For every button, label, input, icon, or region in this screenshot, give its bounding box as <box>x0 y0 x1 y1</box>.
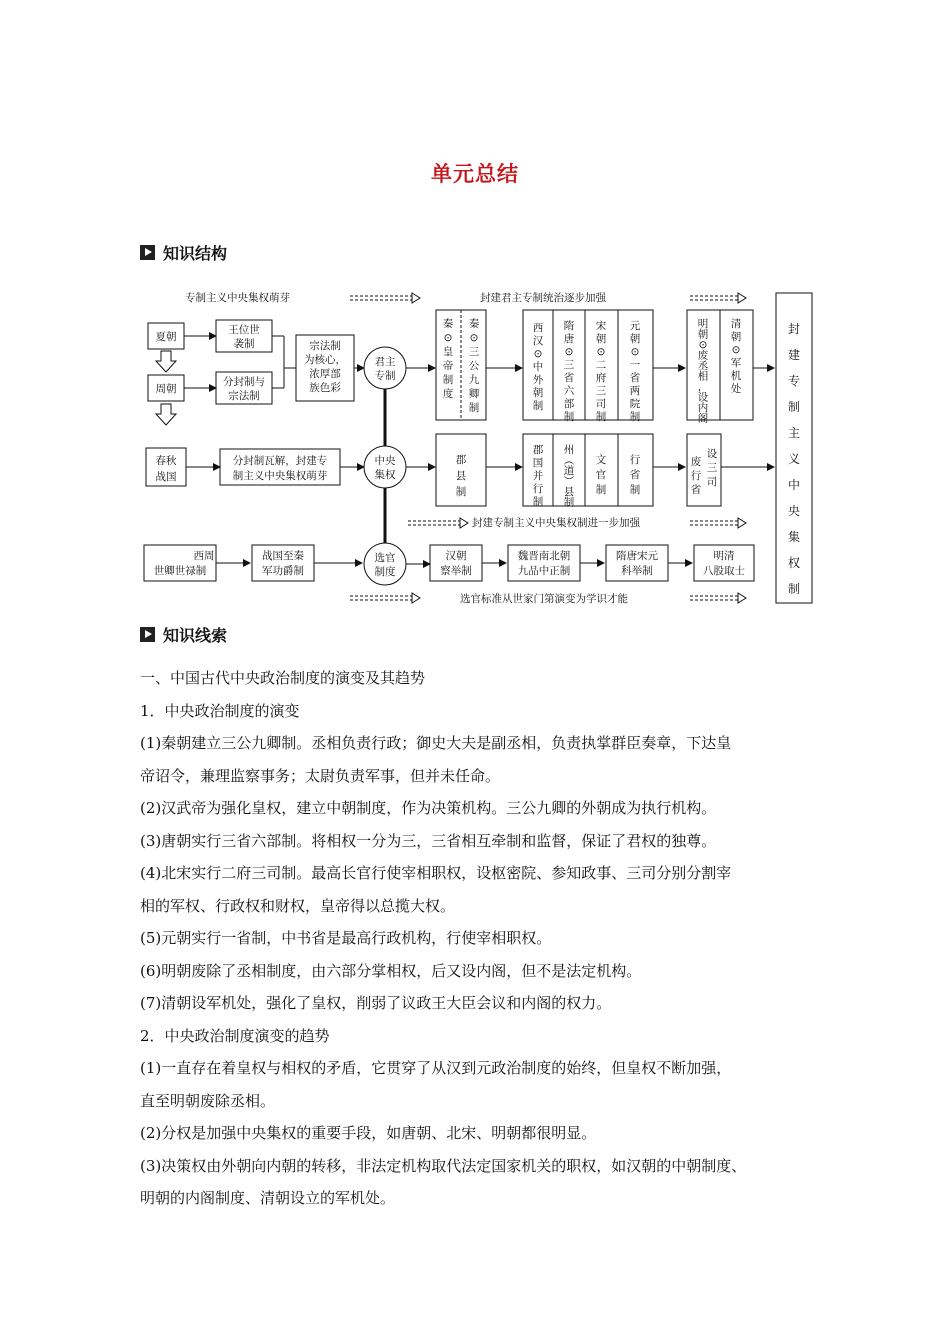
right-col-char: 制 <box>787 582 801 596</box>
text-line: (1)秦朝建立三公九卿制。丞相负责行政；御史大夫是副丞相，负责执掌群臣奏章，下达皇 <box>140 734 732 752</box>
qingchao-char: 军 <box>730 357 742 369</box>
yuanchao-char: 院 <box>629 398 641 410</box>
fenfeng-2: 宗法制 <box>228 390 260 402</box>
xizhou-2: 世卿世禄制 <box>153 565 207 577</box>
text-line: (6)明朝废除了丞相制度，由六部分掌相权，后又设内阁，但不是法定机构。 <box>140 961 642 980</box>
text-line: 1．中央政治制度的演变 <box>140 701 300 720</box>
suitang-char: 唐 <box>563 333 575 345</box>
section-heading-structure <box>140 241 227 263</box>
wangwei-1: 王位世 <box>228 324 260 336</box>
qingchao-char: 机 <box>730 370 742 382</box>
songchao-char: 宋 <box>595 320 607 332</box>
junxian-char: 郡 <box>455 454 467 466</box>
dashed-arrow <box>350 293 420 303</box>
qingchao-char: ⊙ <box>731 344 741 356</box>
fenfeng-1: 分封制与 <box>223 376 265 388</box>
play-triangle-icon <box>140 627 155 642</box>
qingchao-char: 朝 <box>730 331 742 343</box>
qin1-char: 帝 <box>442 360 454 372</box>
qin2-char: 公 <box>468 360 480 372</box>
yuanchao-char: 省 <box>629 372 641 384</box>
qin2-char: 九 <box>468 374 480 386</box>
wangwei-2: 袭制 <box>233 338 255 350</box>
text-line: (7)清朝设军机处，强化了皇权，削弱了议政王大臣会议和内阁的权力。 <box>140 994 612 1012</box>
zhouxian-char: ︵ <box>563 454 575 467</box>
songchao-char: 制 <box>595 411 607 423</box>
qin1-char: 秦 <box>442 318 454 330</box>
zhanguo-2: 军功爵制 <box>262 565 304 577</box>
songchao-char: 三 <box>595 385 607 397</box>
right-col-char: 集 <box>787 530 801 544</box>
mingchao-char: ⊙ <box>698 339 708 351</box>
jungguo-char: 并 <box>532 470 544 482</box>
circle-xuanguan-2: 制度 <box>374 566 396 578</box>
xingsheng-char: 制 <box>629 484 641 496</box>
she-sansi-char: 司 <box>706 476 718 488</box>
text-line: (2)分权是加强中央集权的重要手段，如唐朝、北宋、明朝都很明显。 <box>140 1124 597 1142</box>
suitang-char: 隋 <box>563 320 575 332</box>
zhouxian-char: 道 <box>563 465 575 477</box>
right-col-char: 制 <box>787 400 801 414</box>
suitang-char: 六 <box>563 385 575 397</box>
qin1-char: ⊙ <box>443 332 453 344</box>
xihan-char: 中 <box>532 361 544 373</box>
page-title: 单元总结 <box>431 162 519 186</box>
qin2-char: 秦 <box>468 318 480 330</box>
qin1-char: 度 <box>442 388 454 400</box>
zhouxian-char: 制 <box>563 496 575 509</box>
zhouxian-char: 州 <box>563 444 575 456</box>
mid-label: 封建专制主义中央集权制进一步加强 <box>472 517 640 529</box>
jungguo-char: 郡 <box>532 444 544 456</box>
text-line: (5)元朝实行一省制，中书省是最高行政机构，行使宰相职权。 <box>140 929 552 947</box>
suitangsong-1: 隋唐宋元 <box>616 550 658 562</box>
fei-xingsheng-char: 行 <box>690 470 702 482</box>
wenguan-char: 官 <box>595 469 607 481</box>
xihan-char: 西 <box>532 322 544 334</box>
fei-xingsheng-char: 废 <box>690 456 702 468</box>
jungguo-char: 制 <box>532 496 544 508</box>
qin2-char: ⊙ <box>469 332 479 344</box>
xingsheng-char: 省 <box>629 469 641 481</box>
qingchao-char: 清 <box>730 318 742 330</box>
zhou-label: 周朝 <box>155 383 177 395</box>
qin1-char: 皇 <box>442 346 454 358</box>
text-line: (4)北宋实行二府三司制。最高长官行使宰相职权，设枢密院、参知政事、三司分别分割宰 <box>140 864 732 882</box>
qin1-char: 制 <box>442 374 454 386</box>
wajie-2: 制主义中央集权萌芽 <box>232 470 328 482</box>
songchao-char: 司 <box>595 398 607 410</box>
text-line: (2)汉武帝为强化皇权，建立中朝制度，作为决策机构。三公九卿的外朝成为执行机构。 <box>140 799 717 817</box>
suitang-char: 制 <box>563 411 575 423</box>
chunqiu-label-2: 战国 <box>155 471 177 483</box>
she-sansi-char: 三 <box>706 462 718 474</box>
dashed-arrow <box>408 518 468 528</box>
yuanchao-char: 元 <box>629 320 641 332</box>
yuanchao-char: 两 <box>629 385 641 397</box>
right-col-char: 央 <box>787 504 801 518</box>
circle-xuanguan-1: 选官 <box>374 552 396 564</box>
zongfa-1: 宗法制 <box>309 340 341 352</box>
weijin-2: 九品中正制 <box>517 565 571 577</box>
text-line: (3)唐朝实行三省六部制。将相权一分为三，三省相互牵制和监督，保证了君权的独尊。 <box>140 831 717 850</box>
right-col-char: 主 <box>787 426 801 440</box>
qin2-char: 三 <box>468 346 480 358</box>
text-line: 明朝的内阁制度、清朝设立的军机处。 <box>140 1189 396 1207</box>
songchao-char: 朝 <box>595 333 607 345</box>
circle-junzhu-2: 专制 <box>374 370 396 382</box>
section-label: 知识结构 <box>163 243 228 263</box>
xihan-char: ⊙ <box>533 348 543 360</box>
text-line: 相的军权、行政权和财权，皇帝得以总揽大权。 <box>140 896 456 915</box>
zhouxian-char: ︶ <box>563 475 575 488</box>
mingchao-char: 朝 <box>697 328 709 341</box>
songchao-char: 府 <box>595 372 607 384</box>
suitang-char: 省 <box>563 372 575 384</box>
top-label-middle: 封建君主专制统治逐步加强 <box>480 292 606 304</box>
xia-label: 夏朝 <box>155 331 177 343</box>
knowledge-clues-text <box>140 662 830 1215</box>
chunqiu-label-1: 春秋 <box>155 455 177 467</box>
right-col-char: 中 <box>787 478 801 492</box>
qingchao-char: 处 <box>730 383 742 395</box>
she-sansi-char: 设 <box>706 448 718 460</box>
section-label: 知识线索 <box>163 625 228 645</box>
wenguan-char: 文 <box>595 454 607 466</box>
bottom-label: 选官标准从世家门第演变为学识才能 <box>460 593 628 605</box>
yuanchao-char: 一 <box>629 359 641 371</box>
circle-junzhu-1: 君主 <box>374 356 396 368</box>
text-line: (3)决策权由外朝向内朝的转移，非法定机构取代法定国家机关的职权，如汉朝的中朝制度、 <box>140 1156 747 1175</box>
mingqing-1: 明清 <box>713 550 735 562</box>
dashed-arrow <box>690 293 746 303</box>
top-label-left: 专制主义中央集权萌芽 <box>185 292 290 304</box>
mingchao-char: 废 <box>697 349 709 362</box>
songchao-char: ⊙ <box>596 346 606 358</box>
hanchao-1: 汉朝 <box>445 550 467 562</box>
section-heading-clues <box>140 623 227 645</box>
songchao-char: 二 <box>595 359 607 371</box>
suitangsong-2: 科举制 <box>621 565 653 577</box>
text-line: 帝诏令，兼理监察事务；太尉负责军事，但并未任命。 <box>140 766 501 785</box>
wajie-1: 分封制瓦解，封建专 <box>232 455 328 467</box>
zhouxian-char: 县 <box>563 486 575 498</box>
junxian-char: 县 <box>455 470 467 482</box>
text-line: (1)一直存在着皇权与相权的矛盾，它贯穿了从汉到元政治制度的始终，但皇权不断加强， <box>140 1059 732 1077</box>
zongfa-2: 为核心， <box>304 354 346 366</box>
right-col-char: 权 <box>787 556 801 570</box>
wenguan-char: 制 <box>595 484 607 496</box>
mingchao-char: 内 <box>697 402 709 414</box>
yuanchao-char: 朝 <box>629 333 641 345</box>
qin2-char: 制 <box>468 402 480 414</box>
yuanchao-char: ⊙ <box>630 346 640 358</box>
text-line: 2．中央政治制度演变的趋势 <box>140 1026 330 1045</box>
mingchao-char: 相 <box>697 370 709 383</box>
mingchao-char: 丞 <box>697 360 709 372</box>
suitang-char: 三 <box>563 359 575 371</box>
zhanguo-1: 战国至秦 <box>262 550 304 562</box>
xizhou-1: 西周 <box>193 550 215 562</box>
right-col-char: 义 <box>787 452 801 466</box>
yuanchao-char: 制 <box>629 411 641 423</box>
mingqing-2: 八股取士 <box>703 565 745 577</box>
xihan-char: 汉 <box>532 335 544 347</box>
hanchao-2: 察举制 <box>440 565 472 577</box>
right-col-char: 专 <box>787 374 801 388</box>
xingsheng-char: 行 <box>629 454 641 466</box>
circle-zhongyang-2: 集权 <box>374 469 396 481</box>
dashed-arrow <box>690 518 746 528</box>
zongfa-4: 族色彩 <box>309 382 341 394</box>
knowledge-structure-diagram <box>140 285 820 610</box>
circle-zhongyang-1: 中央 <box>374 455 396 467</box>
mingchao-char: 设 <box>697 391 709 404</box>
mingchao-char: ， <box>697 381 709 393</box>
jungguo-char: 行 <box>532 483 544 495</box>
fei-xingsheng-char: 省 <box>690 484 702 496</box>
dashed-arrow <box>350 593 420 603</box>
right-col-char: 封 <box>787 322 801 336</box>
mingchao-char: 明 <box>697 318 709 330</box>
play-triangle-icon <box>140 245 155 260</box>
qin2-char: 卿 <box>468 388 480 400</box>
xihan-char: 制 <box>532 400 544 412</box>
dashed-arrow <box>690 593 746 603</box>
zongfa-3: 浓厚部 <box>309 368 341 380</box>
right-col-char: 建 <box>787 348 801 362</box>
text-line: 直至明朝废除丞相。 <box>140 1091 276 1110</box>
suitang-char: 部 <box>563 398 575 410</box>
xihan-char: 朝 <box>532 387 544 399</box>
xihan-char: 外 <box>532 374 544 386</box>
mingchao-char: 阁 <box>697 412 709 425</box>
weijin-1: 魏晋南北朝 <box>517 550 571 562</box>
junxian-char: 制 <box>455 486 467 498</box>
text-line: 一、中国古代中央政治制度的演变及其趋势 <box>140 669 426 687</box>
jungguo-char: 国 <box>532 457 544 469</box>
suitang-char: ⊙ <box>564 346 574 358</box>
